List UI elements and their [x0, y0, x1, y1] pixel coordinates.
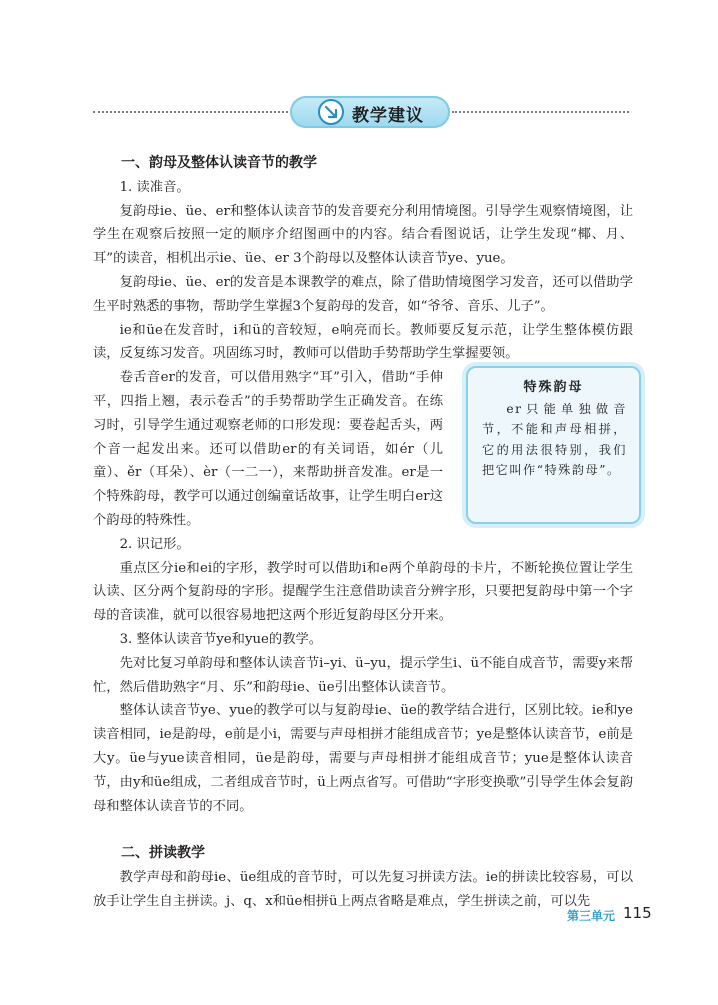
subheading-shape: 2. 识记形。: [119, 536, 190, 552]
subheading-pronunciation: 1. 读准音。: [119, 179, 190, 195]
section-heading-1: 一、韵母及整体认读音节的教学: [121, 155, 317, 171]
sidebar-body: er只能单独做音节，不能和声母相拼，它的用法很特别，我们把它叫作“特殊韵母”。: [482, 401, 627, 477]
special-vowel-sidebar: [466, 366, 641, 524]
paragraph: 复韵母ie、üe、er的发音是本课教学的难点，除了借助情境图学习发音，还可以借助学生平时熟悉的事物，帮助学生掌握3个复韵母的发音，如“爷爷、音乐、儿子”。: [93, 274, 633, 314]
paragraph: 教学声母和韵母ie、üe组成的音节时，可以先复习拼读方法。ie的拼读比较容易，可以放手让学生自主拼读。j、q、x和üe相拼ü上两点省略是难点，学生拼读之前，可以先: [93, 870, 633, 909]
paragraph: 卷舌音er的发音，可以借用熟字“耳”引入，借助“手伸平，四指上翘，表示卷舌”的手势帮助学生正确发音。在练习时，引导学生通过观察老师的口形发现：要卷起舌头，两个音一起发出来。还可以借助er的有关词语，如ér（儿童）、ěr（耳朵）、èr（一二一），来帮助拼音发准。er是一个特殊韵母，教学可以通过创编童话故事，让学生明白er这个韵母的特殊性。: [93, 370, 443, 528]
paragraph: 整体认读音节ye、yue的教学可以与复韵母ie、üe的教学结合进行，区别比较。ie和ye读音相同，ie是韵母，e前是小i，需要与声母相拼才能组成音节；ye是整体认读音节，e前是大y。üe与yue读音相同，üe是韵母，需要与声母相拼才能组成音节；yue是整体认读音节，由y和üe组成，二者组成音节时，ü上两点省写。可借助“字形变换歌”引导学生体会复韵母和整体认读音节的不同。: [93, 703, 633, 814]
section-gap: [93, 818, 633, 842]
paragraph: 先对比复习单韵母和整体认读音节i–yi、ü–yu，提示学生i、ü不能自成音节，需要y来帮忙，然后借助熟字“月、乐”和韵母ie、üe引出整体认读音节。: [93, 655, 633, 695]
section-heading-2: 二、拼读教学: [121, 845, 205, 862]
footer-unit-label: 第三单元: [567, 909, 616, 923]
paragraph: 复韵母ie、üe、er和整体认读音节的发音要充分利用情境图。引导学生观察情境图，让学生在观察后按照一定的顺序介绍图画中的内容。结合看图说话，让学生发现“椰、月、耳”的读音，相机出示ie、üe、er 3个韵母以及整体认读音节ye、yue。: [93, 203, 633, 267]
page-number: 115: [623, 904, 652, 922]
arrow-circle-icon: [318, 99, 344, 125]
subheading-syllables: 3. 整体认读音节ye和yue的教学。: [119, 631, 323, 647]
paragraph: 重点区分ie和ei的字形，教学时可以借助i和e两个单韵母的卡片，不断轮换位置让学生认读、区分两个复韵母的字形。提醒学生注意借助读音分辨字形，只要把复韵母中第一个字母的音读准，就可以很容易地把这两个形近复韵母区分开来。: [93, 560, 633, 624]
main-content: [93, 152, 633, 914]
paragraph: ie和üe在发音时，i和ü的音较短，e响亮而长。教师要反复示范，让学生整体模仿跟读，反复练习发音。巩固练习时，教师可以借助手势帮助学生掌握要领。: [93, 322, 633, 362]
header-divider-right: [452, 111, 629, 113]
sidebar-title: 特殊韵母: [523, 380, 584, 395]
header-divider-left: [93, 111, 288, 113]
section-header-title: 教学建议: [352, 106, 424, 126]
